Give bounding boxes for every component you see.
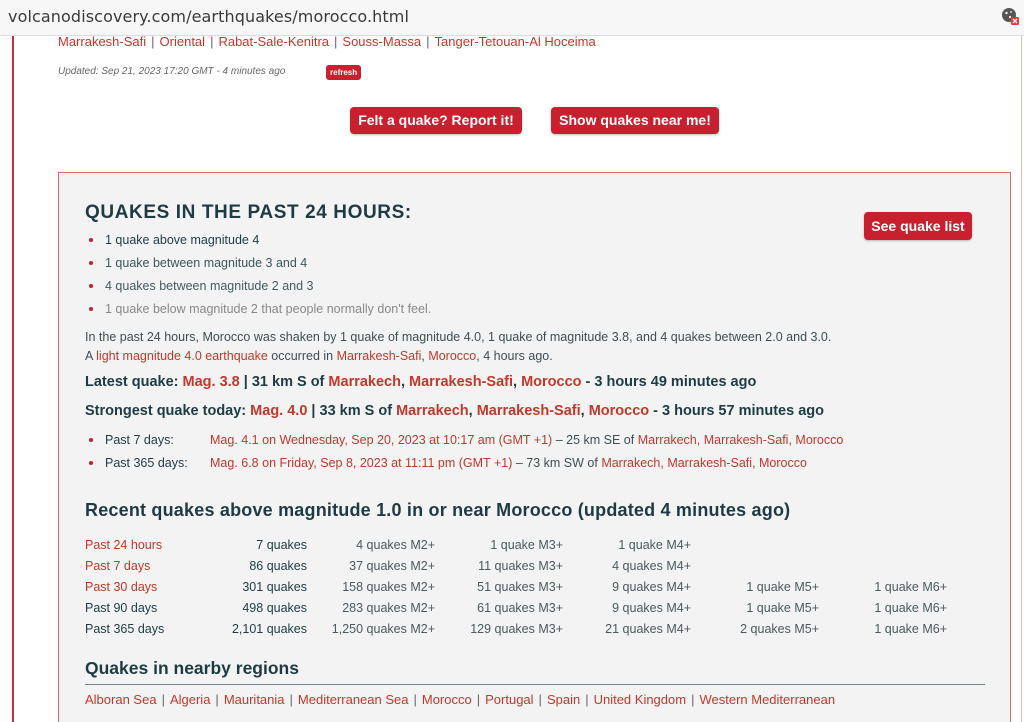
separator: | bbox=[691, 692, 695, 707]
region-link[interactable]: Marrakesh-Safi bbox=[336, 349, 422, 363]
past-records-list bbox=[105, 431, 843, 477]
nearby-region-link[interactable]: Mauritania bbox=[223, 692, 285, 707]
count-m2: 4 quakes M2+ bbox=[356, 537, 435, 552]
country-link[interactable]: Morocco bbox=[428, 349, 477, 363]
latest-label: Latest quake: bbox=[85, 374, 179, 390]
nearby-region-link[interactable]: Morocco bbox=[421, 692, 472, 707]
past-label: Past 365 days: bbox=[105, 456, 188, 470]
past-distance: – 73 km SW of bbox=[515, 456, 598, 470]
count-m4: 1 quake M4+ bbox=[618, 537, 691, 552]
page-left-border bbox=[12, 36, 14, 722]
count-m3: 51 quakes M3+ bbox=[477, 579, 563, 594]
count-m3: 129 quakes M3+ bbox=[470, 621, 563, 636]
count-m6 bbox=[819, 555, 947, 576]
strongest-mag-link[interactable]: Mag. 4.0 bbox=[250, 403, 308, 419]
latest-region-link[interactable]: Marrakesh-Safi bbox=[409, 374, 513, 390]
separator: | bbox=[161, 692, 165, 707]
summary-text bbox=[85, 328, 965, 366]
latest-distance: | 31 km S of bbox=[243, 374, 325, 390]
region-link-oriental[interactable]: Oriental bbox=[159, 34, 206, 49]
strongest-label: Strongest quake today: bbox=[85, 403, 247, 419]
url-text[interactable]: volcanodiscovery.com/earthquakes/morocco.html bbox=[8, 7, 410, 26]
summary-end: , 4 hours ago. bbox=[476, 349, 553, 363]
count-m3: 1 quake M3+ bbox=[490, 537, 563, 552]
table-row bbox=[85, 534, 947, 555]
nearby-region-link[interactable]: Portugal bbox=[485, 692, 534, 707]
past-distance: – 25 km SE of bbox=[555, 433, 635, 447]
period-link[interactable]: Past 7 days bbox=[85, 558, 151, 573]
count-m4: 4 quakes M4+ bbox=[612, 558, 691, 573]
count-m5: 1 quake M5+ bbox=[746, 579, 819, 594]
list-item: 1 quake between magnitude 3 and 4 bbox=[105, 254, 431, 277]
quake-link[interactable]: light magnitude 4.0 earthquake bbox=[96, 349, 268, 363]
strongest-distance: | 33 km S of bbox=[311, 403, 393, 419]
divider bbox=[85, 684, 985, 685]
nearby-region-link[interactable]: Mediterranean Sea bbox=[297, 692, 409, 707]
separator: | bbox=[538, 692, 542, 707]
total-count: 301 quakes bbox=[242, 579, 307, 594]
total-count: 7 quakes bbox=[256, 537, 307, 552]
table-row bbox=[85, 597, 947, 618]
recent-quakes-title: Recent quakes above magnitude 1.0 in or near Morocco (updated 4 minutes ago) bbox=[85, 500, 791, 520]
count-m5 bbox=[691, 555, 819, 576]
see-quake-list-button[interactable]: See quake list bbox=[864, 212, 972, 240]
region-links: Marrakesh-Safi | Oriental | Rabat-Sale-Kenitra | Souss-Massa | Tanger-Tetouan-Al Hoceima bbox=[58, 34, 596, 49]
count-m2: 37 quakes M2+ bbox=[349, 558, 435, 573]
region-link-marrakesh-safi[interactable]: Marrakesh-Safi bbox=[58, 34, 147, 49]
nearby-region-link[interactable]: Western Mediterranean bbox=[699, 692, 836, 707]
count-m2: 283 quakes M2+ bbox=[342, 600, 435, 615]
region-link-rabat[interactable]: Rabat-Sale-Kenitra bbox=[218, 34, 330, 49]
latest-city-link[interactable]: Marrakech bbox=[328, 374, 401, 390]
separator: | bbox=[585, 692, 589, 707]
count-m6: 1 quake M6+ bbox=[874, 579, 947, 594]
table-row bbox=[85, 618, 947, 639]
blocked-cookie-icon[interactable] bbox=[1000, 6, 1020, 26]
nearby-region-link[interactable]: United Kingdom bbox=[593, 692, 687, 707]
refresh-button[interactable]: refresh bbox=[326, 65, 361, 80]
nearby-region-link[interactable]: Algeria bbox=[169, 692, 211, 707]
summary-line-2: A light magnitude 4.0 earthquake occurred in Marrakesh-Safi, Morocco, 4 hours ago. bbox=[85, 349, 553, 363]
latest-country-link[interactable]: Morocco bbox=[521, 374, 582, 390]
table-row bbox=[85, 576, 947, 597]
region-link-tanger[interactable]: Tanger-Tetouan-Al Hoceima bbox=[434, 34, 596, 49]
summary-mid: occurred in bbox=[271, 349, 334, 363]
count-m3: 61 quakes M3+ bbox=[477, 600, 563, 615]
count-m2: 1,250 quakes M2+ bbox=[331, 621, 435, 636]
count-m5: 2 quakes M5+ bbox=[740, 621, 819, 636]
updated-timestamp: Updated: Sep 21, 2023 17:20 GMT - 4 minutes ago bbox=[58, 66, 286, 77]
felt-quake-button[interactable]: Felt a quake? Report it! bbox=[350, 107, 522, 134]
address-bar[interactable] bbox=[0, 0, 1024, 36]
region-link-souss-massa[interactable]: Souss-Massa bbox=[342, 34, 422, 49]
summary-prefix: A bbox=[85, 349, 93, 363]
list-item: 1 quake above magnitude 4 bbox=[105, 231, 431, 254]
summary-line-1: In the past 24 hours, Morocco was shaken by 1 quake of magnitude 4.0, 1 quake of magnitude 3.8, and 4 quakes between 2.0 and 3.0. bbox=[85, 330, 832, 344]
separator: | bbox=[476, 692, 481, 707]
count-m6: 1 quake M6+ bbox=[874, 600, 947, 615]
list-item: 4 quakes between magnitude 2 and 3 bbox=[105, 277, 431, 300]
period-link[interactable]: Past 24 hours bbox=[85, 537, 163, 552]
page-right-border bbox=[1021, 36, 1022, 722]
past-24h-title: QUAKES IN THE PAST 24 HOURS: bbox=[85, 202, 412, 223]
table-row bbox=[85, 555, 947, 576]
magnitude-breakdown-list bbox=[105, 231, 431, 323]
list-item: 1 quake below magnitude 2 that people normally don't feel. bbox=[105, 300, 431, 323]
latest-quake: Latest quake: Mag. 3.8 | 31 km S of Marrakech, Marrakesh-Safi, Morocco - 3 hours 49 minutes ago bbox=[85, 374, 757, 390]
list-item: Past 7 days: Mag. 4.1 on Wednesday, Sep 20, 2023 at 10:17 am (GMT +1) – 25 km SE of Marrakech, Marrakesh-Safi, Morocco bbox=[105, 431, 843, 454]
region-link[interactable]: Marrakesh-Safi bbox=[703, 433, 789, 447]
latest-ago: - 3 hours 49 minutes ago bbox=[585, 374, 757, 390]
quake-stats-table bbox=[85, 534, 947, 639]
strongest-city-link[interactable]: Marrakech bbox=[396, 403, 469, 419]
strongest-country-link[interactable]: Morocco bbox=[588, 403, 650, 419]
past-quake-link[interactable]: Mag. 6.8 on Friday, Sep 8, 2023 at 11:11 pm (GMT +1) bbox=[210, 456, 513, 470]
count-m6: 1 quake M6+ bbox=[874, 621, 947, 636]
nearby-region-link[interactable]: Spain bbox=[546, 692, 581, 707]
total-count: 86 quakes bbox=[249, 558, 307, 573]
period-link[interactable]: Past 365 days bbox=[85, 621, 165, 636]
total-count: 498 quakes bbox=[242, 600, 307, 615]
strongest-region-link[interactable]: Marrakesh-Safi bbox=[476, 403, 581, 419]
separator: | bbox=[215, 692, 219, 707]
list-item: Past 365 days: Mag. 6.8 on Friday, Sep 8, 2023 at 11:11 pm (GMT +1) – 73 km SW of Marrakech, Marrakesh-Safi, Morocco bbox=[105, 454, 843, 477]
strongest-ago: - 3 hours 57 minutes ago bbox=[653, 403, 824, 419]
nearby-region-link[interactable]: Alboran Sea bbox=[85, 692, 157, 707]
count-m4: 9 quakes M4+ bbox=[612, 579, 691, 594]
strongest-quake: Strongest quake today: Mag. 4.0 | 33 km S of Marrakech, Marrakesh-Safi, Morocco - 3 hours 57 minutes ago bbox=[85, 403, 824, 419]
quake-summary-panel bbox=[58, 172, 1011, 722]
latest-mag-link[interactable]: Mag. 3.8 bbox=[182, 374, 240, 390]
count-m5: 1 quake M5+ bbox=[746, 600, 819, 615]
past-label: Past 7 days: bbox=[105, 433, 174, 447]
show-quakes-near-me-button[interactable]: Show quakes near me! bbox=[551, 107, 719, 134]
total-count: 2,101 quakes bbox=[231, 621, 307, 636]
period-link[interactable]: Past 90 days bbox=[85, 600, 158, 615]
count-m3: 11 quakes M3+ bbox=[478, 558, 563, 573]
nearby-regions-title: Quakes in nearby regions bbox=[85, 658, 299, 678]
separator: | bbox=[413, 692, 417, 707]
country-link[interactable]: Morocco bbox=[795, 433, 844, 447]
country-link[interactable]: Morocco bbox=[759, 456, 807, 470]
past-quake-link[interactable]: Mag. 4.1 on Wednesday, Sep 20, 2023 at 10:17 am (GMT +1) bbox=[210, 433, 553, 447]
city-link[interactable]: Marrakech bbox=[601, 456, 661, 470]
period-link[interactable]: Past 30 days bbox=[85, 579, 158, 594]
nearby-region-links bbox=[85, 692, 835, 707]
count-m4: 9 quakes M4+ bbox=[612, 600, 691, 615]
region-link[interactable]: Marrakesh-Safi bbox=[667, 456, 753, 470]
count-m6 bbox=[819, 534, 947, 555]
separator: | bbox=[289, 692, 293, 707]
city-link[interactable]: Marrakech bbox=[637, 433, 697, 447]
count-m5 bbox=[691, 534, 819, 555]
count-m4: 21 quakes M4+ bbox=[605, 621, 691, 636]
count-m2: 158 quakes M2+ bbox=[342, 579, 435, 594]
